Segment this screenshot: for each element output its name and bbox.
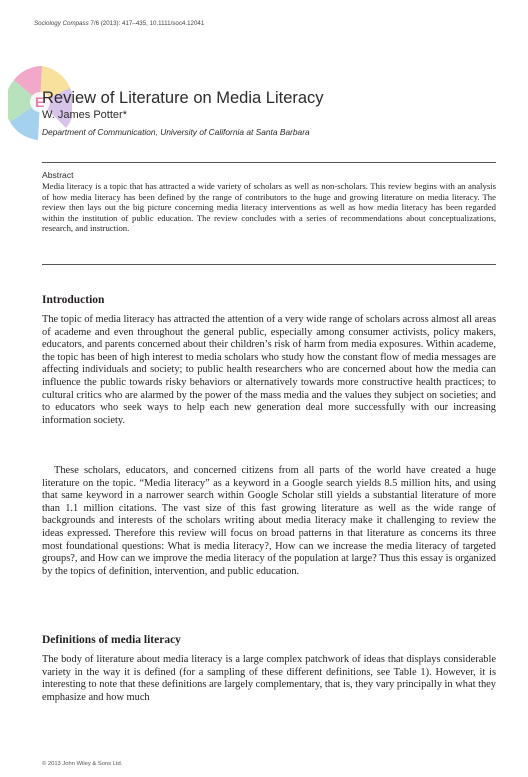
definitions-paragraph-1: The body of literature about media literacy is a large complex patchwork of ideas that displays considerable variety in the way it is defined (for a sampling of these different definitions, see Table 1). However, it is interesting to note that these definitions are largely complementary, that is, they vary principally in what they emphasize and how much: [42, 654, 496, 703]
running-head: [34, 20, 204, 27]
abstract-top-rule: [42, 162, 496, 163]
author-name: W. James Potter*: [42, 109, 127, 121]
author-affiliation: Department of Communication, University of California at Santa Barbara: [42, 127, 310, 137]
copyright-footer: © 2013 John Wiley & Sons Ltd.: [42, 761, 123, 767]
section-heading-introduction: Introduction: [42, 294, 105, 306]
section-heading-definitions: Definitions of media literacy: [42, 634, 181, 646]
intro-paragraph-1: The topic of media literacy has attracted the attention of a very wide range of scholars across almost all areas of academe and even throughout the general public, especially among consumer activists, policy makers, educators, and parents concerned about their children’s risk of harm from media exposures. Within academe, the topic has been of high interest to media scholars who study how the constant flow of media messages are affecting individuals and society; to public health researchers who are concerned about how the media can influence the public towards risky behaviors or alternatively towards more constructive health practices; to cultural critics who are alarmed by the power of the mass media and the values they subject on societies; and to educators who seek ways to help each new generation deal more successfully with our increasing information society.: [42, 314, 496, 426]
journal-name: Sociology Compass: [34, 20, 89, 27]
citation: 7/6 (2013): 417–435, 10.1111/soc4.12041: [88, 20, 205, 27]
abstract-bottom-rule: [42, 264, 496, 265]
abstract-label: Abstract: [42, 170, 74, 180]
abstract-text: Media literacy is a topic that has attracted a wide variety of scholars as well as non-scholars. This review begins with an analysis of how media literacy has been defined by the range of contributors to the huge and growing literature on media literacy. The review then lays out the big picture concerning media literacy interventions as well as how media literacy has been regarded within the institution of public education. The review concludes with a series of recommendations about conceptualizations, research, and instruction.: [42, 181, 496, 234]
intro-paragraph-2: These scholars, educators, and concerned citizens from all parts of the world have created a huge literature on the topic. “Media literacy” as a keyword in a Google search yields 8.5 million hits, and using that same keyword in a narrower search within Google Scholar still yields a substantial literature of more than 1.1 million citations. The vast size of this fast growing literature as well as the wide range of backgrounds and interests of the scholars writing about media literacy make it challenging to review the ideas expressed. Therefore this review will focus on broad patterns in that literature as concerns its three most foundational questions: What is media literacy?, How can we increase the media literacy of targeted groups?, and How can we improve the media literacy of the population at large? Thus this essay is organized by the topics of definition, intervention, and public education.: [42, 465, 496, 577]
article-title: Review of Literature on Media Literacy: [42, 89, 324, 108]
badge-letter: E: [35, 94, 45, 110]
